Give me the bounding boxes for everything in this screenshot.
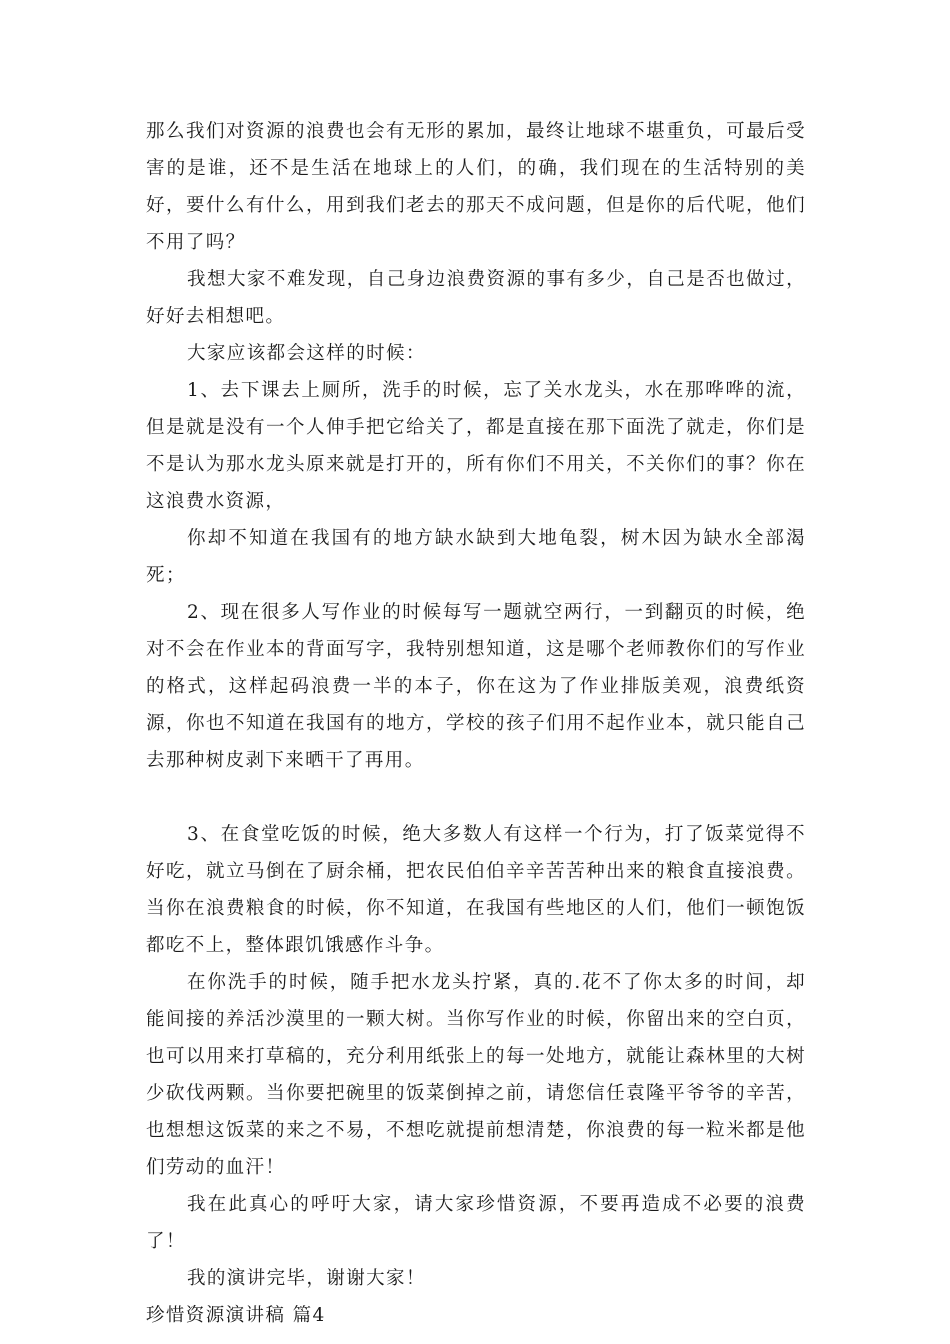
paragraph-item-1-followup: 你却不知道在我国有的地方缺水缺到大地龟裂，树木因为缺水全部渴死；: [146, 528, 806, 586]
document-page: [146, 113, 806, 1334]
paragraph-closing: 我的演讲完毕，谢谢大家！: [187, 1268, 426, 1289]
paragraph-item-2: 2、现在很多人写作业的时候每写一题就空两行，一到翻页的时候，绝对不会在作业本的背面写字，我特别想知道，这是哪个老师教你们的写作业的格式，这样起码浪费一半的本子，你在这为了作业排版美观，浪费纸资源，你也不知道在我国有的地方，学校的孩子们用不起作业本，就只能自己去那种树皮剥下来晒干了再用。: [146, 602, 806, 771]
paragraph-item-3: 3、在食堂吃饭的时候，绝大多数人有这样一个行为，打了饭菜觉得不好吃，就立马倒在了厨余桶，把农民伯伯辛辛苦苦种出来的粮食直接浪费。当你在浪费粮食的时候，你不知道，在我国有些地区的人们，他们一顿饱饭都吃不上，整体跟饥饿感作斗争。: [146, 824, 806, 956]
paragraph-reflection: 我想大家不难发现，自己身边浪费资源的事有多少，自己是否也做过，好好去相想吧。: [146, 269, 806, 327]
paragraph-item-1: 1、去下课去上厕所，洗手的时候，忘了关水龙头，水在那哗哗的流，但是就是没有一个人伸手把它给关了，都是直接在那下面洗了就走，你们是不是认为那水龙头原来就是打开的，所有你们不用关，不关你们的事？你在这浪费水资源，: [146, 380, 806, 512]
paragraph-suggestions: 在你洗手的时候，随手把水龙头拧紧，真的.花不了你太多的时间，却能间接的养活沙漠里的一颗大树。当你写作业的时候，你留出来的空白页，也可以用来打草稿的，充分利用纸张上的每一处地方，就能让森林里的大树少砍伐两颗。当你要把碗里的饭菜倒掉之前，请您信任袁隆平爷爷的辛苦，也想想这饭菜的来之不易，不想吃就提前想清楚，你浪费的每一粒米都是他们劳动的血汗！: [146, 972, 806, 1178]
section-heading: 珍惜资源演讲稿 篇4: [146, 1305, 326, 1326]
paragraph-continuation: 那么我们对资源的浪费也会有无形的累加，最终让地球不堪重负，可最后受害的是谁，还不是生活在地球上的人们，的确，我们现在的生活特别的美好，要什么有什么，用到我们老去的那天不成问题，但是你的后代呢，他们不用了吗？: [146, 121, 806, 253]
blank-line: [146, 779, 806, 816]
paragraph-appeal: 我在此真心的呼吁大家，请大家珍惜资源，不要再造成不必要的浪费了！: [146, 1194, 806, 1252]
paragraph-intro-list: 大家应该都会这样的时候：: [187, 343, 426, 364]
